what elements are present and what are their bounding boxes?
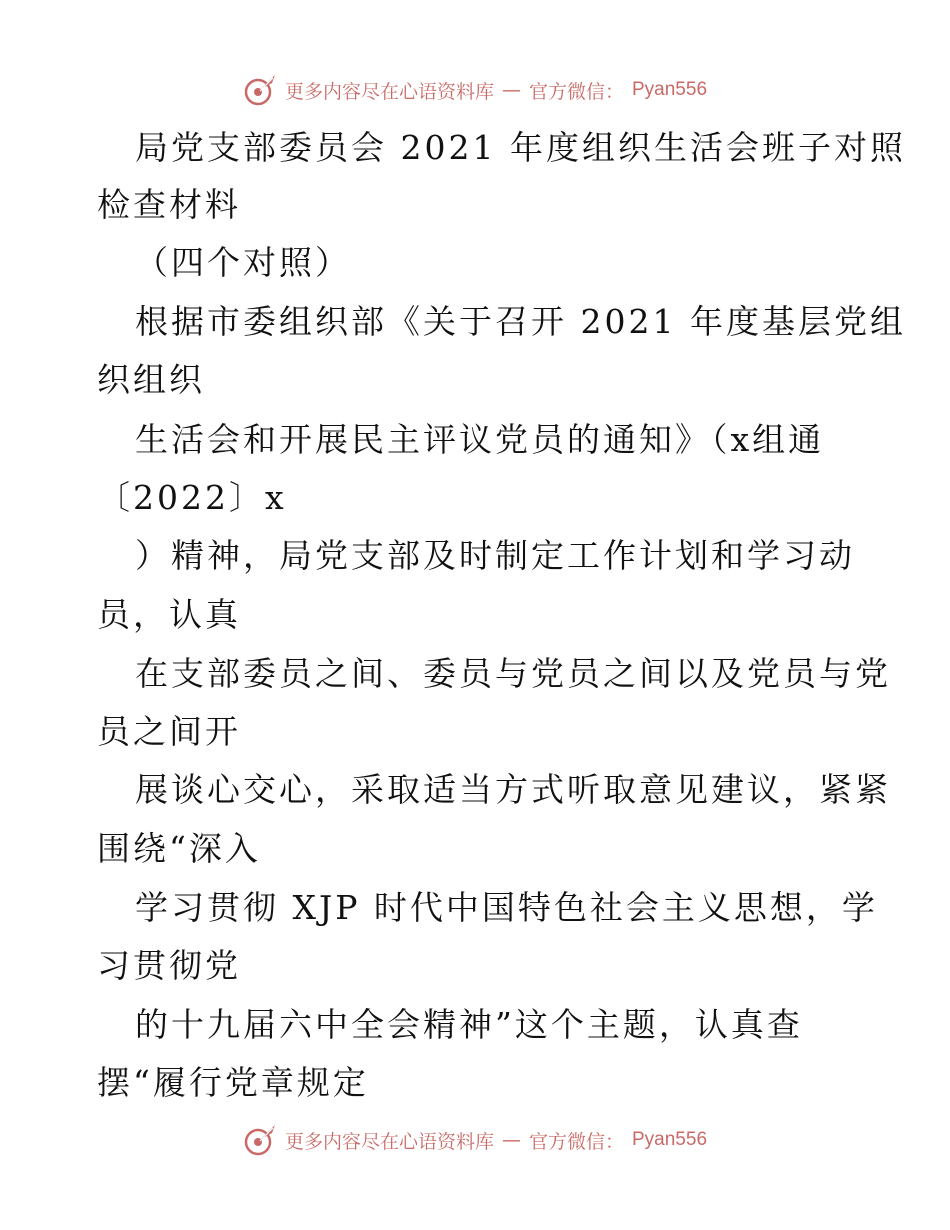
watermark-separator: — <box>501 79 521 101</box>
doc-line: 摆“履行党章规定 <box>97 1063 369 1102</box>
doc-line: 员之间开 <box>97 712 241 751</box>
doc-line: （四个对照） <box>135 243 351 282</box>
doc-line: 习贯彻党 <box>97 946 241 985</box>
doc-line: 学习贯彻 XJP 时代中国特色社会主义思想，学 <box>135 888 878 927</box>
doc-line: 生活会和开展民主评议党员的通知》（x组通 <box>135 420 825 459</box>
doc-line: 局党支部委员会 2021 年度组织生活会班子对照 <box>135 128 906 167</box>
doc-line: 的十九届六中全会精神”这个主题，认真查 <box>135 1005 803 1044</box>
doc-line: 员，认真 <box>97 595 241 634</box>
watermark-label: 官方微信： <box>528 1130 624 1153</box>
watermark-wechat-id: Pyan556 <box>632 79 708 100</box>
doc-line: 围绕“深入 <box>97 829 261 868</box>
doc-line: 根据市委组织部《关于召开 2021 年度基层党组 <box>135 302 906 341</box>
quill-in-circle-icon <box>243 1123 277 1157</box>
doc-line: ）精神，局党支部及时制定工作计划和学习动 <box>135 536 855 575</box>
doc-line: 检查材料 <box>97 185 241 224</box>
doc-line: 在支部委员之间、委员与党员之间以及党员与党 <box>135 654 891 693</box>
doc-line: 展谈心交心，采取适当方式听取意见建议，紧紧 <box>135 770 891 809</box>
doc-line: 织组织 <box>97 360 205 399</box>
watermark-separator: — <box>501 1129 521 1151</box>
watermark-brand-text: 更多内容尽在心语资料库 <box>284 1130 494 1153</box>
watermark-brand-text: 更多内容尽在心语资料库 <box>284 80 494 103</box>
footer-watermark <box>0 1120 950 1160</box>
watermark-label: 官方微信： <box>528 80 624 103</box>
doc-line: 〔2022〕x <box>97 478 287 517</box>
watermark-wechat-id: Pyan556 <box>632 1129 708 1150</box>
